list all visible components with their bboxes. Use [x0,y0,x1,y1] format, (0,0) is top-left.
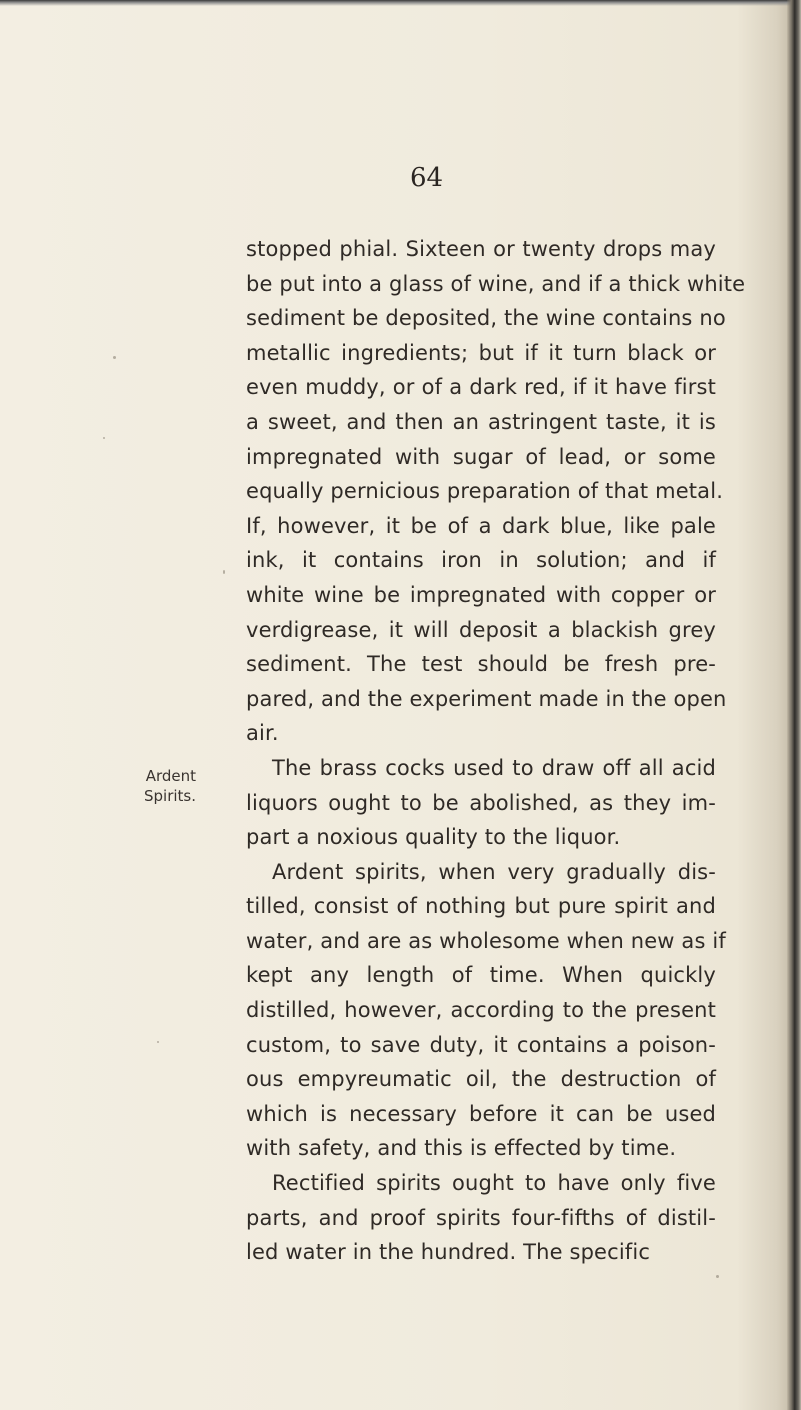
text-line-19: Ardent spirits, when very gradually dis- [272,859,716,884]
text-line-8: equally pernicious preparation of that metal. [246,479,724,504]
text-line-22: kept any length of time. When quickly [246,963,716,988]
text-line-14: pared, and the experiment made in the open [246,686,727,711]
text-line-10: ink, it contains iron in solution; and if [246,548,716,573]
text-line-15: air. [246,721,279,746]
body-text [246,232,746,1270]
text-line-18: part a noxious quality to the liquor. [246,825,621,850]
text-line-17: liquors ought to be abolished, as they im- [246,790,716,815]
text-line-16: The brass cocks used to draw off all acid [272,755,716,780]
text-line-25: ous empyreumatic oil, the destruction of [246,1067,716,1092]
page-number: 64 [410,163,444,193]
text-line-29: parts, and proof spirits four-fifths of distil- [246,1205,716,1230]
text-line-3: sediment be deposited, the wine contains no [246,306,726,331]
book-spine-edge [787,0,801,1410]
margin-note-line-1: Ardent [145,767,196,785]
text-line-24: custom, to save duty, it contains a poison- [246,1032,716,1057]
text-line-28: Rectified spirits ought to have only five [272,1171,716,1196]
text-line-12: verdigrease, it will deposit a blackish grey [246,617,716,642]
paper-speck [223,570,225,574]
paper-speck [113,356,116,359]
paper-speck [716,1275,719,1278]
page-top-edge [0,0,801,6]
paper-speck [103,437,105,439]
text-line-21: water, and are as wholesome when new as if [246,928,726,953]
text-line-1: stopped phial. Sixteen or twenty drops may [246,237,716,261]
text-line-9: If, however, it be of a dark blue, like pale [246,513,716,538]
paper-speck [157,1041,159,1043]
text-line-27: with safety, and this is effected by time. [246,1136,677,1161]
text-line-26: which is necessary before it can be used [246,1101,716,1126]
margin-note [124,766,196,806]
text-line-13: sediment. The test should be fresh pre- [246,652,716,677]
margin-note-line-2: Spirits. [143,787,196,805]
text-line-6: a sweet, and then an astringent taste, it is [246,409,716,434]
text-line-23: distilled, however, according to the present [246,998,716,1023]
text-line-5: even muddy, or of a dark red, if it have first [246,375,716,400]
text-line-20: tilled, consist of nothing but pure spirit and [246,894,716,919]
text-line-30: led water in the hundred. The specific [246,1240,651,1265]
text-line-4: metallic ingredients; but if it turn black or [246,340,716,365]
text-line-2: be put into a glass of wine, and if a thick white [246,271,746,296]
text-line-7: impregnated with sugar of lead, or some [246,444,716,469]
text-line-11: white wine be impregnated with copper or [246,582,716,607]
